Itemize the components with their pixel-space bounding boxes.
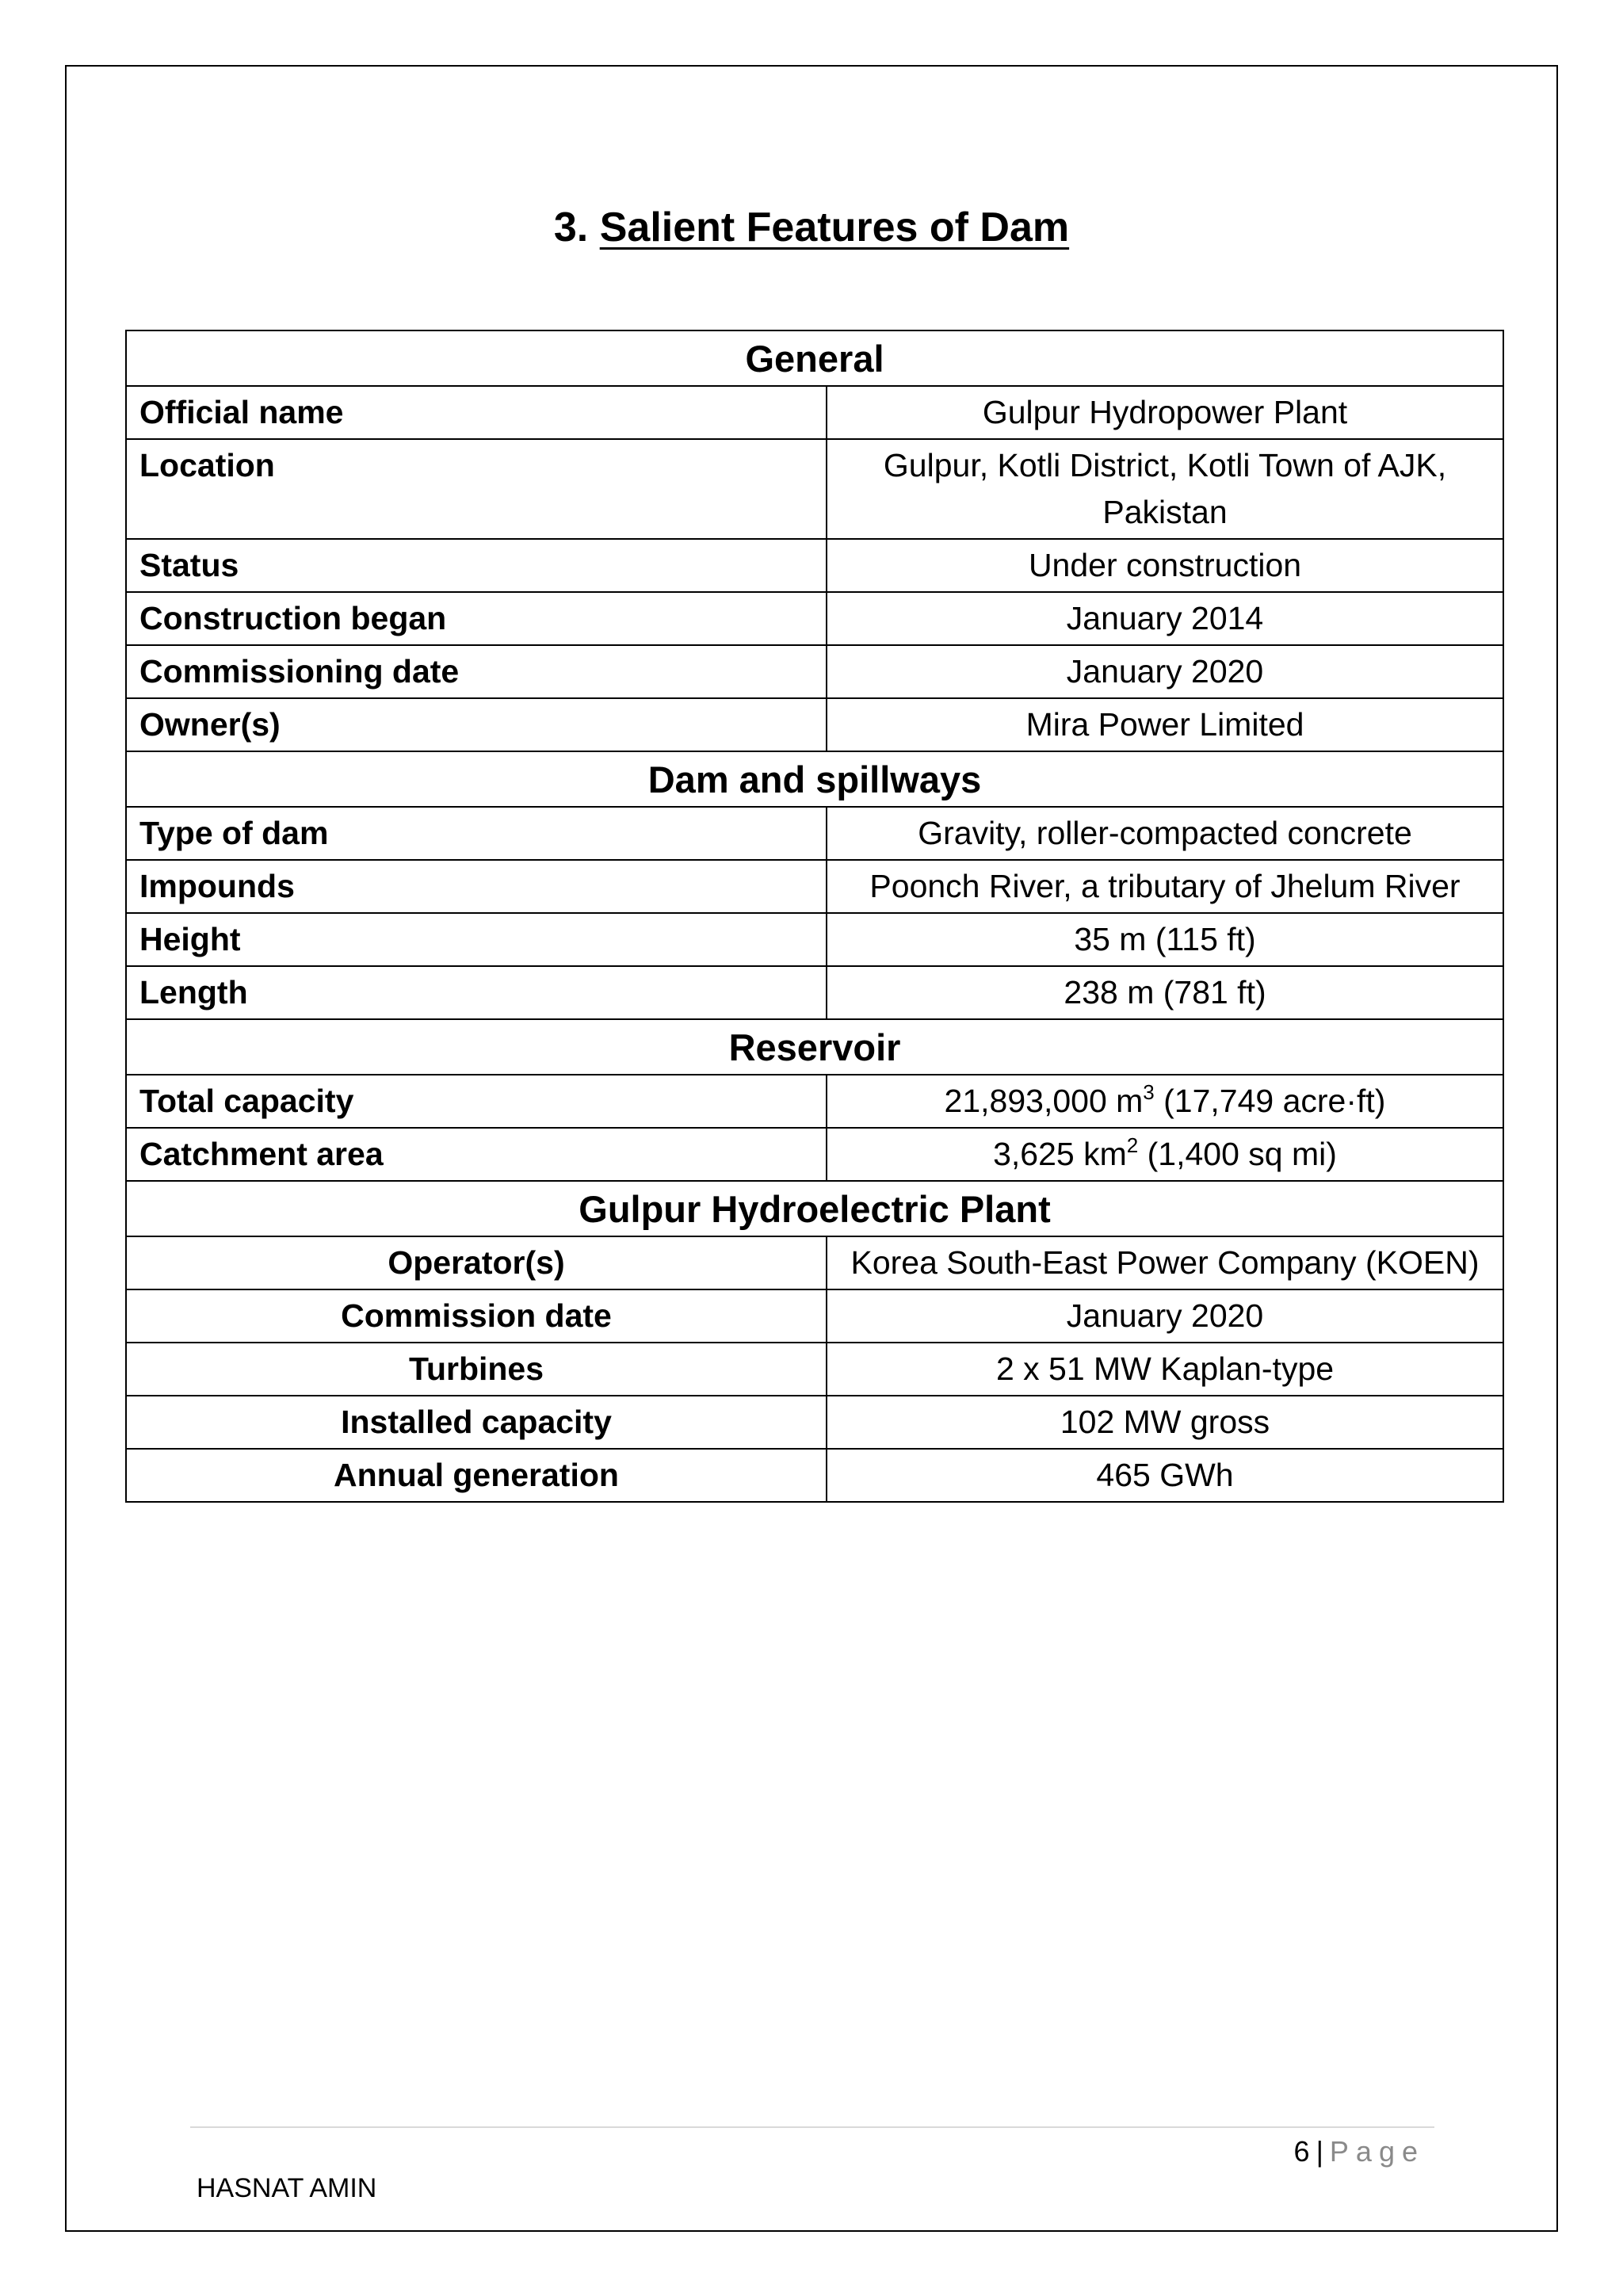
row-label: Type of dam xyxy=(126,807,827,860)
row-label: Impounds xyxy=(126,860,827,913)
row-label: Status xyxy=(126,539,827,592)
page-number-value: 6 xyxy=(1293,2135,1310,2168)
table-row xyxy=(126,1289,1503,1343)
value-suffix: (17,749 acre·ft) xyxy=(1154,1083,1386,1119)
row-value: Poonch River, a tributary of Jhelum River xyxy=(827,860,1503,913)
table-row xyxy=(126,807,1503,860)
row-value: 238 m (781 ft) xyxy=(827,966,1503,1019)
page-heading xyxy=(0,200,1623,255)
row-label: Annual generation xyxy=(126,1449,827,1502)
row-value: January 2020 xyxy=(827,645,1503,698)
row-label: Commission date xyxy=(126,1289,827,1343)
page-number xyxy=(1294,2132,1425,2172)
row-label: Height xyxy=(126,913,827,966)
row-value: 102 MW gross xyxy=(827,1396,1503,1449)
page-number-separator: | xyxy=(1316,2135,1323,2168)
row-value: 465 GWh xyxy=(827,1449,1503,1502)
table-row xyxy=(126,698,1503,751)
table-row xyxy=(126,913,1503,966)
table-row xyxy=(126,539,1503,592)
row-value: Gulpur, Kotli District, Kotli Town of AJK, Pakistan xyxy=(827,439,1503,539)
row-value: Gravity, roller-compacted concrete xyxy=(827,807,1503,860)
table-row xyxy=(126,386,1503,439)
row-value: Mira Power Limited xyxy=(827,698,1503,751)
row-value xyxy=(827,1075,1503,1128)
row-value: 35 m (115 ft) xyxy=(827,913,1503,966)
table-row xyxy=(126,860,1503,913)
heading-number: 3. xyxy=(553,204,589,250)
value-main: 21,893,000 m xyxy=(944,1083,1144,1119)
table-row xyxy=(126,1343,1503,1396)
table-row xyxy=(126,1449,1503,1502)
value-suffix: (1,400 sq mi) xyxy=(1138,1136,1337,1172)
row-label: Official name xyxy=(126,386,827,439)
row-value: Korea South-East Power Company (KOEN) xyxy=(827,1236,1503,1289)
row-label: Length xyxy=(126,966,827,1019)
page-word: Page xyxy=(1329,2135,1425,2168)
section-title-reservoir: Reservoir xyxy=(126,1019,1503,1075)
row-label: Total capacity xyxy=(126,1075,827,1128)
row-value: January 2014 xyxy=(827,592,1503,645)
footer-divider xyxy=(190,2126,1434,2128)
section-title-general: General xyxy=(126,330,1503,386)
table-row xyxy=(126,1075,1503,1128)
row-label: Installed capacity xyxy=(126,1396,827,1449)
salient-features-table xyxy=(125,330,1504,1503)
value-superscript: 2 xyxy=(1126,1133,1139,1157)
section-header-row xyxy=(126,1181,1503,1236)
section-title-dam-and-spillways: Dam and spillways xyxy=(126,751,1503,807)
row-label: Turbines xyxy=(126,1343,827,1396)
table-row xyxy=(126,592,1503,645)
row-label: Location xyxy=(126,439,827,539)
row-label: Operator(s) xyxy=(126,1236,827,1289)
row-value: Gulpur Hydropower Plant xyxy=(827,386,1503,439)
table-row xyxy=(126,439,1503,539)
table-row xyxy=(126,1396,1503,1449)
value-superscript: 3 xyxy=(1143,1080,1155,1104)
row-label: Owner(s) xyxy=(126,698,827,751)
table-row xyxy=(126,1236,1503,1289)
section-header-row xyxy=(126,1019,1503,1075)
section-title-hydroelectric-plant: Gulpur Hydroelectric Plant xyxy=(126,1181,1503,1236)
heading-title: Salient Features of Dam xyxy=(599,204,1070,250)
table-row xyxy=(126,966,1503,1019)
value-main: 3,625 km xyxy=(993,1136,1127,1172)
section-header-row xyxy=(126,751,1503,807)
row-label: Construction began xyxy=(126,592,827,645)
row-value xyxy=(827,1128,1503,1181)
row-value: 2 x 51 MW Kaplan-type xyxy=(827,1343,1503,1396)
row-value: Under construction xyxy=(827,539,1503,592)
row-label: Commissioning date xyxy=(126,645,827,698)
footer-author: HASNAT AMIN xyxy=(197,2173,377,2203)
section-header-row xyxy=(126,330,1503,386)
row-value: January 2020 xyxy=(827,1289,1503,1343)
table-row xyxy=(126,1128,1503,1181)
table-row xyxy=(126,645,1503,698)
row-label: Catchment area xyxy=(126,1128,827,1181)
